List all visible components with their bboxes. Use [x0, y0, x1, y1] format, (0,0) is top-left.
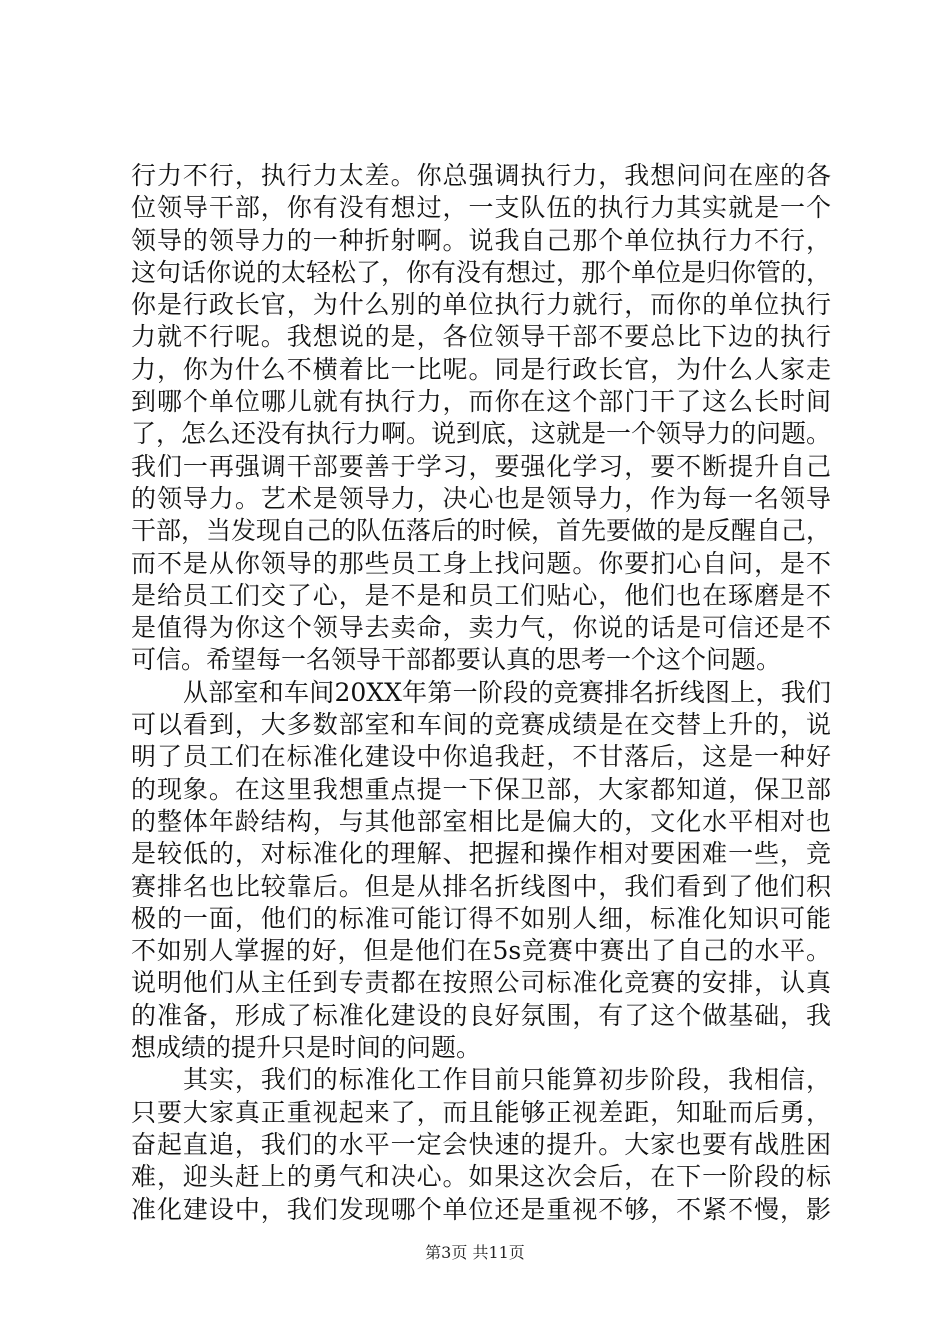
text-line: 想成绩的提升只是时间的问题。 [131, 1033, 482, 1063]
text-line: 领导的领导力的一种折射啊。说我自己那个单位执行力不行， [131, 225, 831, 255]
text-line: 而不是从你领导的那些员工身上找问题。你要扪心自问，是不 [131, 548, 831, 578]
text-line: 的整体年龄结构，与其他部室相比是偏大的，文化水平相对也 [131, 806, 831, 836]
text-line: 明了员工们在标准化建设中你追我赶，不甘落后，这是一种好 [131, 742, 831, 772]
paragraph-start-line: 其实，我们的标准化工作目前只能算初步阶段，我相信， [183, 1065, 831, 1095]
text-line: 是值得为你这个领导去卖命，卖力气，你说的话是可信还是不 [131, 613, 831, 643]
text-line: 力就不行呢。我想说的是，各位领导干部不要总比下边的执行 [131, 322, 831, 352]
text-line: 的领导力。艺术是领导力，决心也是领导力，作为每一名领导 [131, 483, 831, 513]
text-line: 干部，当发现自己的队伍落后的时候，首先要做的是反醒自己， [131, 516, 831, 546]
text-line: 这句话你说的太轻松了，你有没有想过，那个单位是归你管的， [131, 257, 831, 287]
text-line: 了，怎么还没有执行力啊。说到底，这就是一个领导力的问题。 [131, 419, 831, 449]
text-line: 可信。希望每一名领导干部都要认真的思考一个这个问题。 [131, 645, 782, 675]
text-line: 行力不行，执行力太差。你总强调执行力，我想问问在座的各 [131, 161, 831, 190]
text-line: 我们一再强调干部要善于学习，要强化学习，要不断提升自己 [131, 451, 831, 481]
text-line: 你是行政长官，为什么别的单位执行力就行，而你的单位执行 [131, 290, 831, 320]
text-line: 是给员工们交了心，是不是和员工们贴心，他们也在琢磨是不 [131, 580, 831, 610]
page-footer [0, 1240, 950, 1263]
text-line: 的现象。在这里我想重点提一下保卫部，大家都知道，保卫部 [131, 774, 831, 804]
text-line: 到哪个单位哪儿就有执行力，而你在这个部门干了这么长时间 [131, 387, 831, 417]
paragraph-start-line: 从部室和车间20XX年第一阶段的竞赛排名折线图上，我们 [183, 677, 831, 707]
text-line: 准化建设中，我们发现哪个单位还是重视不够，不紧不慢，影 [131, 1194, 831, 1224]
text-line: 赛排名也比较靠后。但是从排名折线图中，我们看到了他们积 [131, 871, 831, 901]
text-line: 难，迎头赶上的勇气和决心。如果这次会后，在下一阶段的标 [131, 1162, 831, 1192]
text-line: 位领导干部，你有没有想过，一支队伍的执行力其实就是一个 [131, 193, 831, 223]
text-line: 力，你为什么不横着比一比呢。同是行政长官，为什么人家走 [131, 354, 831, 384]
text-line: 只要大家真正重视起来了，而且能够正视差距，知耻而后勇， [131, 1097, 831, 1127]
text-line: 不如别人掌握的好，但是他们在5s竞赛中赛出了自己的水平。 [131, 936, 831, 966]
text-line: 奋起直追，我们的水平一定会快速的提升。大家也要有战胜困 [131, 1129, 831, 1159]
text-line: 可以看到，大多数部室和车间的竞赛成绩是在交替上升的，说 [131, 710, 831, 740]
page-number: 第3页 共11页 [425, 1243, 525, 1262]
text-line: 说明他们从主任到专责都在按照公司标准化竞赛的安排，认真 [131, 968, 831, 998]
text-line: 的准备，形成了标准化建设的良好氛围，有了这个做基础，我 [131, 1000, 831, 1030]
text-line: 是较低的，对标准化的理解、把握和操作相对要困难一些，竞 [131, 839, 831, 869]
body-text [131, 160, 831, 1226]
text-line: 极的一面，他们的标准可能订得不如别人细，标准化知识可能 [131, 903, 831, 933]
